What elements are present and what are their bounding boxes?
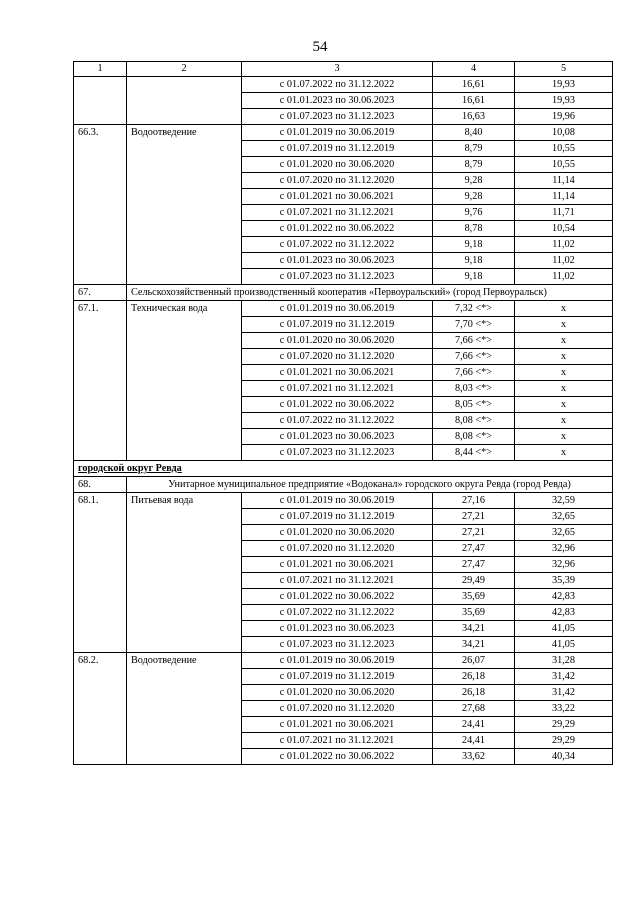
tariff-value-col5: 11,71 <box>515 205 613 221</box>
row-number <box>74 141 127 157</box>
row-number: 66.3. <box>74 125 127 141</box>
table-row <box>74 701 613 717</box>
table-row <box>74 381 613 397</box>
table-row <box>74 685 613 701</box>
service-name <box>127 109 242 125</box>
tariff-period: с 01.01.2021 по 30.06.2021 <box>242 557 433 573</box>
tariff-period: с 01.01.2019 по 30.06.2019 <box>242 301 433 317</box>
table-row <box>74 541 613 557</box>
table-row <box>74 125 613 141</box>
tariff-period: с 01.01.2020 по 30.06.2020 <box>242 157 433 173</box>
table-row <box>74 429 613 445</box>
service-name <box>127 685 242 701</box>
row-number <box>74 397 127 413</box>
row-number <box>74 445 127 461</box>
row-number <box>74 701 127 717</box>
table-row <box>74 749 613 765</box>
tariff-period: с 01.07.2023 по 31.12.2023 <box>242 445 433 461</box>
tariff-value-col4: 7,66 <*> <box>433 349 515 365</box>
header-col-3: 3 <box>242 62 433 77</box>
header-col-2: 2 <box>127 62 242 77</box>
district-row <box>74 461 613 477</box>
service-name <box>127 589 242 605</box>
row-number <box>74 333 127 349</box>
service-name <box>127 141 242 157</box>
organization-row <box>74 477 613 493</box>
tariff-period: с 01.07.2019 по 31.12.2019 <box>242 317 433 333</box>
tariff-period: с 01.07.2021 по 31.12.2021 <box>242 205 433 221</box>
tariff-value-col5: 19,96 <box>515 109 613 125</box>
service-name <box>127 509 242 525</box>
district-name: городской округ Ревда <box>74 461 613 477</box>
tariff-value-col5: 32,96 <box>515 541 613 557</box>
tariff-value-col4: 27,68 <box>433 701 515 717</box>
tariff-value-col5: х <box>515 445 613 461</box>
tariff-value-col4: 26,07 <box>433 653 515 669</box>
tariff-period: с 01.01.2023 по 30.06.2023 <box>242 621 433 637</box>
tariff-value-col5: 41,05 <box>515 621 613 637</box>
tariff-value-col5: 10,08 <box>515 125 613 141</box>
service-name <box>127 557 242 573</box>
row-number <box>74 317 127 333</box>
organization-row <box>74 285 613 301</box>
table-row <box>74 93 613 109</box>
table-row <box>74 669 613 685</box>
table-row <box>74 141 613 157</box>
tariff-period: с 01.07.2021 по 31.12.2021 <box>242 733 433 749</box>
row-number: 67.1. <box>74 301 127 317</box>
tariff-value-col5: 40,34 <box>515 749 613 765</box>
row-number <box>74 205 127 221</box>
service-name <box>127 573 242 589</box>
tariff-period: с 01.01.2019 по 30.06.2019 <box>242 125 433 141</box>
row-number <box>74 269 127 285</box>
tariff-value-col4: 8,08 <*> <box>433 413 515 429</box>
tariff-value-col4: 9,28 <box>433 173 515 189</box>
tariff-value-col5: 19,93 <box>515 93 613 109</box>
table-row <box>74 237 613 253</box>
table-row <box>74 221 613 237</box>
tariff-period: с 01.01.2022 по 30.06.2022 <box>242 749 433 765</box>
tariff-value-col5: 11,02 <box>515 237 613 253</box>
tariff-value-col4: 7,66 <*> <box>433 333 515 349</box>
tariff-value-col5: 42,83 <box>515 605 613 621</box>
tariff-period: с 01.01.2021 по 30.06.2021 <box>242 717 433 733</box>
organization-name: Сельскохозяйственный производственный кооператив «Первоуральский» (город Первоуральск) <box>127 285 613 301</box>
tariff-period: с 01.01.2023 по 30.06.2023 <box>242 429 433 445</box>
table-row <box>74 589 613 605</box>
tariff-value-col4: 33,62 <box>433 749 515 765</box>
row-number <box>74 733 127 749</box>
tariff-period: с 01.01.2022 по 30.06.2022 <box>242 397 433 413</box>
service-name <box>127 77 242 93</box>
tariff-value-col5: 19,93 <box>515 77 613 93</box>
service-name <box>127 669 242 685</box>
tariff-period: с 01.07.2022 по 31.12.2022 <box>242 605 433 621</box>
tariff-period: с 01.01.2022 по 30.06.2022 <box>242 589 433 605</box>
service-name <box>127 381 242 397</box>
tariff-value-col5: х <box>515 333 613 349</box>
tariff-value-col5: 11,02 <box>515 253 613 269</box>
tariff-value-col4: 27,21 <box>433 509 515 525</box>
tariff-value-col4: 8,78 <box>433 221 515 237</box>
tariff-period: с 01.07.2022 по 31.12.2022 <box>242 237 433 253</box>
tariff-value-col5: 10,54 <box>515 221 613 237</box>
row-number <box>74 525 127 541</box>
service-name <box>127 157 242 173</box>
tariff-value-col4: 27,47 <box>433 541 515 557</box>
service-name: Водоотведение <box>127 125 242 141</box>
tariff-period: с 01.07.2023 по 31.12.2023 <box>242 269 433 285</box>
table-row <box>74 157 613 173</box>
service-name: Техническая вода <box>127 301 242 317</box>
tariff-value-col5: 31,28 <box>515 653 613 669</box>
row-number <box>74 621 127 637</box>
tariff-period: с 01.01.2020 по 30.06.2020 <box>242 525 433 541</box>
tariff-period: с 01.07.2019 по 31.12.2019 <box>242 141 433 157</box>
tariff-value-col4: 9,18 <box>433 237 515 253</box>
tariff-value-col4: 35,69 <box>433 589 515 605</box>
tariff-value-col4: 9,18 <box>433 253 515 269</box>
service-name <box>127 445 242 461</box>
tariff-value-col4: 8,40 <box>433 125 515 141</box>
table-row <box>74 333 613 349</box>
tariff-value-col4: 9,76 <box>433 205 515 221</box>
tariff-value-col4: 7,70 <*> <box>433 317 515 333</box>
row-number: 68. <box>74 477 127 493</box>
tariff-period: с 01.07.2022 по 31.12.2022 <box>242 413 433 429</box>
tariff-value-col4: 8,08 <*> <box>433 429 515 445</box>
tariff-value-col5: х <box>515 365 613 381</box>
service-name <box>127 189 242 205</box>
table-row <box>74 621 613 637</box>
tariff-value-col4: 16,61 <box>433 93 515 109</box>
row-number <box>74 109 127 125</box>
tariff-period: с 01.01.2019 по 30.06.2019 <box>242 493 433 509</box>
service-name <box>127 205 242 221</box>
row-number: 68.1. <box>74 493 127 509</box>
tariff-value-col4: 35,69 <box>433 605 515 621</box>
table-row <box>74 397 613 413</box>
table-row <box>74 733 613 749</box>
tariff-value-col5: х <box>515 429 613 445</box>
tariff-period: с 01.07.2021 по 31.12.2021 <box>242 381 433 397</box>
row-number <box>74 749 127 765</box>
tariff-period: с 01.07.2020 по 31.12.2020 <box>242 541 433 557</box>
tariff-value-col5: х <box>515 349 613 365</box>
tariff-value-col5: 10,55 <box>515 141 613 157</box>
service-name <box>127 269 242 285</box>
tariff-period: с 01.01.2022 по 30.06.2022 <box>242 221 433 237</box>
service-name <box>127 237 242 253</box>
tariff-period: с 01.07.2023 по 31.12.2023 <box>242 109 433 125</box>
tariff-value-col5: х <box>515 317 613 333</box>
table-row <box>74 317 613 333</box>
service-name <box>127 413 242 429</box>
row-number <box>74 605 127 621</box>
table-row <box>74 269 613 285</box>
service-name <box>127 253 242 269</box>
tariff-value-col5: 32,65 <box>515 525 613 541</box>
header-col-5: 5 <box>515 62 613 77</box>
tariff-period: с 01.01.2020 по 30.06.2020 <box>242 685 433 701</box>
row-number <box>74 349 127 365</box>
table-row <box>74 173 613 189</box>
tariff-period: с 01.01.2023 по 30.06.2023 <box>242 93 433 109</box>
tariff-period: с 01.07.2021 по 31.12.2021 <box>242 573 433 589</box>
tariff-value-col4: 7,32 <*> <box>433 301 515 317</box>
table-row <box>74 525 613 541</box>
service-name <box>127 605 242 621</box>
tariff-value-col4: 8,79 <box>433 141 515 157</box>
service-name <box>127 749 242 765</box>
tariff-table <box>73 61 613 765</box>
tariff-period: с 01.07.2023 по 31.12.2023 <box>242 637 433 653</box>
tariff-value-col4: 34,21 <box>433 637 515 653</box>
row-number <box>74 509 127 525</box>
tariff-value-col4: 7,66 <*> <box>433 365 515 381</box>
service-name: Питьевая вода <box>127 493 242 509</box>
tariff-value-col4: 24,41 <box>433 717 515 733</box>
service-name <box>127 525 242 541</box>
row-number <box>74 253 127 269</box>
tariff-value-col4: 9,18 <box>433 269 515 285</box>
row-number <box>74 413 127 429</box>
service-name <box>127 317 242 333</box>
organization-name: Унитарное муниципальное предприятие «Водоканал» городского округа Ревда (город Ревда) <box>127 477 613 493</box>
tariff-value-col5: 29,29 <box>515 733 613 749</box>
row-number <box>74 557 127 573</box>
tariff-value-col4: 8,44 <*> <box>433 445 515 461</box>
tariff-value-col4: 16,61 <box>433 77 515 93</box>
tariff-value-col4: 8,05 <*> <box>433 397 515 413</box>
tariff-value-col4: 8,79 <box>433 157 515 173</box>
row-number <box>74 365 127 381</box>
service-name <box>127 397 242 413</box>
tariff-value-col4: 27,47 <box>433 557 515 573</box>
table-row <box>74 189 613 205</box>
tariff-value-col4: 27,16 <box>433 493 515 509</box>
table-row <box>74 77 613 93</box>
tariff-value-col4: 9,28 <box>433 189 515 205</box>
tariff-period: с 01.07.2020 по 31.12.2020 <box>242 173 433 189</box>
row-number: 68.2. <box>74 653 127 669</box>
table-row <box>74 445 613 461</box>
table-row <box>74 301 613 317</box>
service-name <box>127 93 242 109</box>
tariff-value-col5: х <box>515 397 613 413</box>
tariff-value-col4: 27,21 <box>433 525 515 541</box>
tariff-period: с 01.01.2023 по 30.06.2023 <box>242 253 433 269</box>
row-number <box>74 189 127 205</box>
table-header-row <box>74 62 613 77</box>
table-row <box>74 413 613 429</box>
tariff-value-col5: 32,59 <box>515 493 613 509</box>
tariff-value-col5: 32,65 <box>515 509 613 525</box>
tariff-value-col4: 16,63 <box>433 109 515 125</box>
tariff-value-col5: 29,29 <box>515 717 613 733</box>
tariff-value-col4: 29,49 <box>433 573 515 589</box>
header-col-1: 1 <box>74 62 127 77</box>
table-row <box>74 605 613 621</box>
tariff-value-col5: х <box>515 381 613 397</box>
table-row <box>74 109 613 125</box>
row-number <box>74 237 127 253</box>
row-number <box>74 573 127 589</box>
row-number <box>74 685 127 701</box>
tariff-period: с 01.01.2019 по 30.06.2019 <box>242 653 433 669</box>
tariff-value-col5: 11,02 <box>515 269 613 285</box>
table-row <box>74 493 613 509</box>
tariff-value-col5: 11,14 <box>515 173 613 189</box>
service-name <box>127 429 242 445</box>
table-row <box>74 349 613 365</box>
tariff-period: с 01.01.2021 по 30.06.2021 <box>242 365 433 381</box>
row-number <box>74 589 127 605</box>
table-row <box>74 253 613 269</box>
tariff-period: с 01.07.2020 по 31.12.2020 <box>242 349 433 365</box>
row-number: 67. <box>74 285 127 301</box>
tariff-table-body <box>74 62 613 765</box>
tariff-value-col5: х <box>515 413 613 429</box>
tariff-value-col5: 31,42 <box>515 669 613 685</box>
table-row <box>74 509 613 525</box>
tariff-value-col5: 33,22 <box>515 701 613 717</box>
service-name <box>127 365 242 381</box>
tariff-value-col5: 35,39 <box>515 573 613 589</box>
service-name <box>127 733 242 749</box>
service-name <box>127 637 242 653</box>
row-number <box>74 637 127 653</box>
row-number <box>74 429 127 445</box>
header-col-4: 4 <box>433 62 515 77</box>
row-number <box>74 93 127 109</box>
tariff-period: с 01.07.2019 по 31.12.2019 <box>242 669 433 685</box>
tariff-value-col5: 41,05 <box>515 637 613 653</box>
tariff-value-col4: 26,18 <box>433 685 515 701</box>
table-row <box>74 717 613 733</box>
row-number <box>74 221 127 237</box>
row-number <box>74 77 127 93</box>
page-number: 54 <box>312 39 328 55</box>
tariff-period: с 01.07.2020 по 31.12.2020 <box>242 701 433 717</box>
tariff-value-col5: х <box>515 301 613 317</box>
table-row <box>74 557 613 573</box>
tariff-value-col4: 24,41 <box>433 733 515 749</box>
service-name <box>127 541 242 557</box>
tariff-value-col4: 34,21 <box>433 621 515 637</box>
service-name <box>127 621 242 637</box>
tariff-value-col4: 8,03 <*> <box>433 381 515 397</box>
tariff-value-col4: 26,18 <box>433 669 515 685</box>
tariff-value-col5: 11,14 <box>515 189 613 205</box>
service-name <box>127 333 242 349</box>
table-row <box>74 205 613 221</box>
row-number <box>74 173 127 189</box>
row-number <box>74 669 127 685</box>
row-number <box>74 541 127 557</box>
service-name: Водоотведение <box>127 653 242 669</box>
service-name <box>127 221 242 237</box>
row-number <box>74 381 127 397</box>
tariff-period: с 01.07.2019 по 31.12.2019 <box>242 509 433 525</box>
tariff-value-col5: 32,96 <box>515 557 613 573</box>
tariff-value-col5: 31,42 <box>515 685 613 701</box>
service-name <box>127 701 242 717</box>
service-name <box>127 349 242 365</box>
tariff-period: с 01.01.2020 по 30.06.2020 <box>242 333 433 349</box>
table-row <box>74 365 613 381</box>
row-number <box>74 157 127 173</box>
tariff-value-col5: 10,55 <box>515 157 613 173</box>
tariff-period: с 01.07.2022 по 31.12.2022 <box>242 77 433 93</box>
tariff-period: с 01.01.2021 по 30.06.2021 <box>242 189 433 205</box>
table-row <box>74 573 613 589</box>
service-name <box>127 173 242 189</box>
table-row <box>74 653 613 669</box>
table-row <box>74 637 613 653</box>
row-number <box>74 717 127 733</box>
tariff-value-col5: 42,83 <box>515 589 613 605</box>
service-name <box>127 717 242 733</box>
